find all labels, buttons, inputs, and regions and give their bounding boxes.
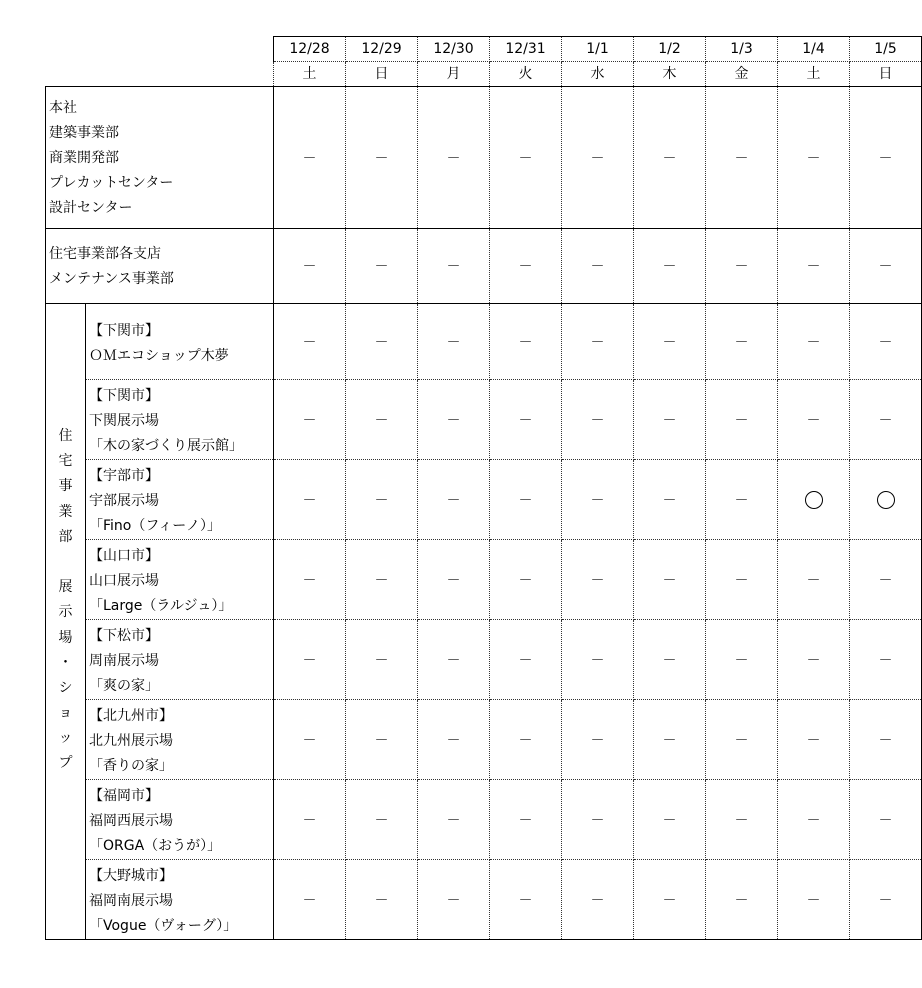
date-header: 12/30 [418,37,490,62]
status-cell [706,460,778,540]
showroom-nickname: 「爽の家」 [89,678,159,694]
closed-mark: － [662,732,677,749]
status-cell [562,460,634,540]
closed-mark: － [878,652,893,669]
status-cell [706,229,778,304]
closed-mark: － [518,892,533,909]
status-cell [706,700,778,780]
closed-mark: － [734,259,749,275]
status-cell [490,229,562,304]
showroom-section-label [46,304,86,940]
showroom-label [86,620,274,700]
closed-mark: － [878,892,893,909]
status-cell [274,380,346,460]
closed-mark: － [446,150,461,167]
header-blank [46,62,274,87]
closed-mark: － [446,892,461,909]
date-header: 1/4 [778,37,850,62]
closed-mark: － [518,492,533,509]
closed-mark: － [374,892,389,909]
showroom-city: 【北九州市】 [89,708,173,724]
weekday-header: 金 [706,62,778,87]
closed-mark: － [662,492,677,509]
weekday-header: 水 [562,62,634,87]
closed-mark: － [590,732,605,749]
showroom-nickname: 「Fino（フィーノ）」 [89,518,221,534]
status-cell [850,229,922,304]
status-cell [778,87,850,229]
section-label-char: ッ [58,730,73,747]
closed-mark: － [662,259,677,275]
open-mark-icon [805,491,823,509]
status-cell [706,780,778,860]
weekday-header: 月 [418,62,490,87]
closed-mark: － [590,812,605,829]
status-cell [778,780,850,860]
closed-mark: － [590,259,605,275]
showroom-city: 【山口市】 [89,548,159,564]
office-name: プレカットセンター [49,175,174,191]
status-cell [274,460,346,540]
closed-mark: － [734,150,749,167]
weekday-header: 土 [778,62,850,87]
closed-mark: － [662,812,677,829]
office-name: 住宅事業部各支店 [49,246,161,262]
status-cell [850,460,922,540]
header-blank [46,37,274,62]
status-cell [706,620,778,700]
section-label-char: ョ [58,705,73,722]
status-cell [850,860,922,940]
weekday-header: 日 [346,62,418,87]
status-cell [346,87,418,229]
closed-mark: － [518,812,533,829]
showroom-row [46,860,922,940]
status-cell [850,540,922,620]
status-cell [418,860,490,940]
closed-mark: － [374,334,389,351]
status-cell [490,87,562,229]
section-label-char: 住 [58,428,73,444]
status-cell [346,540,418,620]
status-cell [346,860,418,940]
closed-mark: － [806,572,821,589]
closed-mark: － [806,812,821,829]
closed-mark: － [590,892,605,909]
office-name: メンテナンス事業部 [49,271,174,287]
closed-mark: － [590,334,605,351]
showroom-label [86,700,274,780]
office-name: 設計センター [49,200,133,216]
status-cell [850,700,922,780]
status-cell [490,540,562,620]
showroom-row [46,460,922,540]
status-cell [418,700,490,780]
showroom-city: 【下関市】 [89,388,159,404]
closed-mark: － [878,150,893,167]
weekday-header: 火 [490,62,562,87]
closed-mark: － [806,652,821,669]
office-name: 建築事業部 [49,125,119,141]
closed-mark: － [878,334,893,351]
date-header: 1/3 [706,37,778,62]
status-cell [706,860,778,940]
status-cell [562,304,634,380]
closed-mark: － [302,892,317,909]
closed-mark: － [446,259,461,275]
closed-mark: － [734,892,749,909]
status-cell [634,380,706,460]
showroom-nickname: 「ORGA（おうが）」 [89,838,222,854]
closed-mark: － [878,812,893,829]
closed-mark: － [518,572,533,589]
showroom-label [86,460,274,540]
closed-mark: － [662,572,677,589]
closed-mark: － [662,150,677,167]
closed-mark: － [590,150,605,167]
status-cell [850,87,922,229]
office-name: 本社 [49,100,77,116]
closed-mark: － [302,334,317,351]
status-cell [850,780,922,860]
closed-mark: － [590,572,605,589]
closed-mark: － [374,150,389,167]
status-cell [778,380,850,460]
status-cell [634,229,706,304]
showroom-nickname: 「Large（ラルジュ）」 [89,598,233,614]
showroom-name: ＯＭエコショップ木夢 [89,347,229,364]
status-cell [274,304,346,380]
date-header: 12/28 [274,37,346,62]
status-cell [274,780,346,860]
section-label-char: 場 [58,629,73,646]
status-cell [346,620,418,700]
status-cell [850,620,922,700]
status-cell [778,540,850,620]
closed-mark: － [806,259,821,275]
status-cell [706,380,778,460]
status-cell [778,860,850,940]
showroom-row [46,304,922,380]
closed-mark: － [734,732,749,749]
status-cell [346,700,418,780]
closed-mark: － [878,259,893,275]
office-group-row [46,87,922,229]
status-cell [562,540,634,620]
status-cell [490,380,562,460]
closed-mark: － [518,732,533,749]
office-group-row [46,229,922,304]
closed-mark: － [302,259,317,275]
status-cell [634,87,706,229]
status-cell [778,700,850,780]
status-cell [490,460,562,540]
header-weekday-row [46,62,922,87]
showroom-name: 下関展示場 [89,413,159,429]
showroom-city: 【下関市】 [89,322,159,339]
section-label-char: ・ [58,654,73,671]
status-cell [850,304,922,380]
closed-mark: － [446,732,461,749]
status-cell [778,460,850,540]
status-cell [490,780,562,860]
status-cell [634,700,706,780]
closed-mark: － [518,334,533,351]
status-cell [562,620,634,700]
status-cell [346,780,418,860]
status-cell [346,304,418,380]
section-label-char [46,550,85,575]
status-cell [418,380,490,460]
showroom-name: 宇部展示場 [89,493,159,509]
status-cell [274,229,346,304]
showroom-name: 山口展示場 [89,573,159,589]
status-cell [418,304,490,380]
status-cell [706,304,778,380]
holiday-schedule-table [45,36,922,940]
showroom-city: 【宇部市】 [89,468,159,484]
showroom-name: 周南展示場 [89,653,159,669]
closed-mark: － [878,572,893,589]
date-header: 12/31 [490,37,562,62]
closed-mark: － [806,892,821,909]
office-name: 商業開発部 [49,150,119,166]
status-cell [634,540,706,620]
closed-mark: － [374,652,389,669]
closed-mark: － [878,412,893,429]
showroom-nickname: 「Vogue（ヴォーグ）」 [89,918,238,934]
closed-mark: － [446,652,461,669]
showroom-label [86,860,274,940]
section-label-char: シ [58,679,73,696]
showroom-label [86,380,274,460]
status-cell [562,87,634,229]
status-cell [346,380,418,460]
closed-mark: － [590,492,605,509]
closed-mark: － [518,150,533,167]
closed-mark: － [446,334,461,351]
closed-mark: － [446,492,461,509]
section-label-char: 示 [58,604,73,621]
closed-mark: － [302,732,317,749]
closed-mark: － [662,334,677,351]
closed-mark: － [806,732,821,749]
status-cell [562,380,634,460]
closed-mark: － [446,812,461,829]
closed-mark: － [302,572,317,589]
status-cell [418,540,490,620]
closed-mark: － [302,412,317,429]
status-cell [418,460,490,540]
header-date-row [46,37,922,62]
status-cell [418,229,490,304]
date-header: 12/29 [346,37,418,62]
showroom-name: 福岡南展示場 [89,893,173,909]
showroom-label [86,780,274,860]
closed-mark: － [302,150,317,167]
closed-mark: － [734,812,749,829]
date-header: 1/5 [850,37,922,62]
weekday-header: 日 [850,62,922,87]
status-cell [274,87,346,229]
status-cell [562,700,634,780]
section-label-char: 展 [58,579,73,596]
status-cell [418,780,490,860]
closed-mark: － [734,652,749,669]
weekday-header: 木 [634,62,706,87]
showroom-row [46,380,922,460]
closed-mark: － [734,572,749,589]
closed-mark: － [590,652,605,669]
closed-mark: － [662,892,677,909]
closed-mark: － [374,259,389,275]
showroom-label [86,540,274,620]
showroom-nickname: 「香りの家」 [89,758,173,774]
status-cell [634,620,706,700]
showroom-name: 北九州展示場 [89,733,173,749]
section-label-char: 事 [58,478,73,495]
closed-mark: － [662,412,677,429]
status-cell [850,380,922,460]
date-header: 1/1 [562,37,634,62]
status-cell [778,304,850,380]
closed-mark: － [734,412,749,429]
showroom-row [46,700,922,780]
closed-mark: － [662,652,677,669]
status-cell [346,460,418,540]
section-label-char: 宅 [58,453,73,470]
closed-mark: － [806,150,821,167]
showroom-row [46,540,922,620]
closed-mark: － [878,732,893,749]
closed-mark: － [374,572,389,589]
showroom-name: 福岡西展示場 [89,813,173,829]
showroom-label [86,304,274,380]
showroom-row [46,780,922,860]
closed-mark: － [518,652,533,669]
status-cell [778,620,850,700]
status-cell [562,780,634,860]
status-cell [562,860,634,940]
status-cell [778,229,850,304]
showroom-city: 【福岡市】 [89,788,159,804]
showroom-city: 【下松市】 [89,628,159,644]
showroom-row [46,620,922,700]
closed-mark: － [590,412,605,429]
status-cell [274,620,346,700]
status-cell [346,229,418,304]
closed-mark: － [374,812,389,829]
office-group-label [46,87,274,229]
status-cell [274,860,346,940]
closed-mark: － [518,412,533,429]
closed-mark: － [446,572,461,589]
closed-mark: － [806,412,821,429]
closed-mark: － [302,652,317,669]
open-mark-icon [877,491,895,509]
closed-mark: － [734,492,749,509]
office-group-label [46,229,274,304]
status-cell [274,540,346,620]
showroom-nickname: 「木の家づくり展示館」 [89,438,243,454]
weekday-header: 土 [274,62,346,87]
status-cell [490,860,562,940]
status-cell [634,304,706,380]
date-header: 1/2 [634,37,706,62]
closed-mark: － [302,812,317,829]
status-cell [490,620,562,700]
section-label-char: 業 [58,503,73,520]
closed-mark: － [302,492,317,509]
status-cell [274,700,346,780]
status-cell [562,229,634,304]
closed-mark: － [374,492,389,509]
status-cell [634,460,706,540]
closed-mark: － [374,732,389,749]
status-cell [490,700,562,780]
status-cell [490,304,562,380]
showroom-city: 【大野城市】 [89,868,173,884]
status-cell [418,87,490,229]
closed-mark: － [806,334,821,351]
status-cell [418,620,490,700]
status-cell [706,87,778,229]
status-cell [706,540,778,620]
closed-mark: － [518,259,533,275]
closed-mark: － [734,334,749,351]
section-label-char: プ [58,755,73,772]
closed-mark: － [374,412,389,429]
status-cell [634,780,706,860]
closed-mark: － [446,412,461,429]
status-cell [634,860,706,940]
section-label-char: 部 [58,528,73,545]
